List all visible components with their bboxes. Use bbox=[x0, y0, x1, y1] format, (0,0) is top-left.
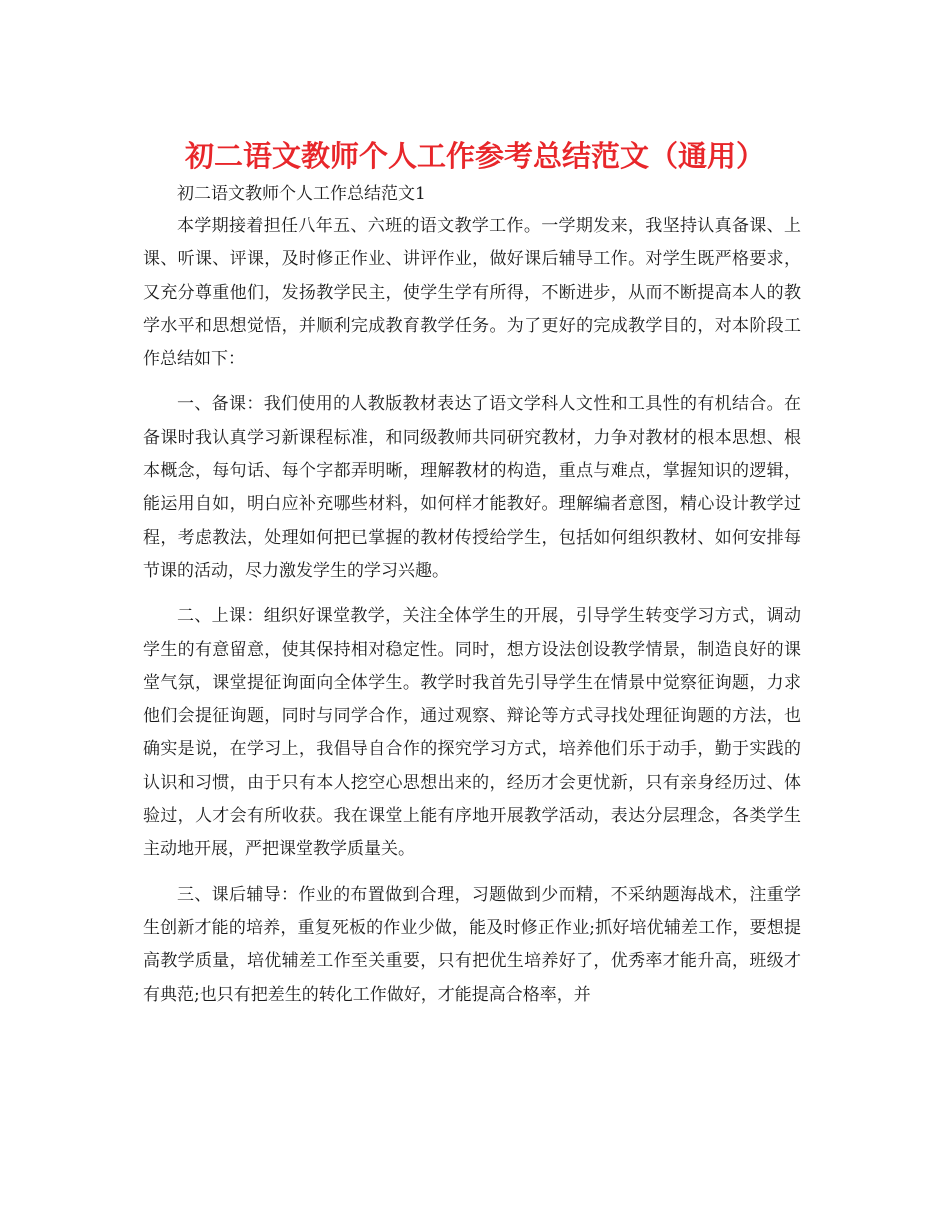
document-body bbox=[143, 210, 801, 1024]
paragraph-intro: 本学期接着担任八年五、六班的语文教学工作。一学期发来，我坚持认真备课、上课、听课、评课，及时修正作业、讲评作业，做好课后辅导工作。对学生既严格要求，又充分尊重他们，发扬教学民主，使学生学有所得，不断进步，从而不断提高本人的教学水平和思想觉悟，并顺利完成教育教学任务。为了更好的完成教学目的，对本阶段工作总结如下： bbox=[143, 216, 801, 370]
paragraph-after-class: 三、课后辅导：作业的布置做到合理，习题做到少而精，不采纳题海战术，注重学生创新才能的培养，重复死板的作业少做，能及时修正作业;抓好培优辅差工作，要想提高教学质量，培优辅差工作至关重要，只有把优生培养好了，优秀率才能升高，班级才有典范;也只有把差生的转化工作做好，才能提高合格率，并 bbox=[143, 884, 801, 1005]
paragraph-lesson-prep: 一、备课：我们使用的人教版教材表达了语文学科人文性和工具性的有机结合。在备课时我认真学习新课程标准，和同级教师共同研究教材，力争对教材的根本思想、根本概念，每句话、每个字都弄明晰，理解教材的构造，重点与难点，掌握知识的逻辑，能运用自如，明白应补充哪些材料，如何样才能教好。理解编者意图，精心设计教学过程，考虑教法，处理如何把已掌握的教材传授给学生，包括如何组织教材、如何安排每节课的活动，尽力激发学生的学习兴趣。 bbox=[143, 394, 801, 581]
document-title: 初二语文教师个人工作参考总结范文（通用） bbox=[184, 139, 765, 173]
paragraph-teaching: 二、上课：组织好课堂教学，关注全体学生的开展，引导学生转变学习方式，调动学生的有意留意，使其保持相对稳定性。同时，想方设法创设教学情景，制造良好的课堂气氛，课堂提征询面向全体学生。教学时我首先引导学生在情景中觉察征询题，力求他们会提征询题，同时与同学合作，通过观察、辩论等方式寻找处理征询题的方法，也确实是说，在学习上，我倡导自合作的探究学习方式，培养他们乐于动手，勤于实践的认识和习惯，由于只有本人挖空心思想出来的，经历才会更忧新，只有亲身经历过、体验过，人才会有所收获。我在课堂上能有序地开展教学活动，表达分层理念，各类学生主动地开展，严把课堂教学质量关。 bbox=[143, 606, 801, 860]
document-subtitle: 初二语文教师个人工作总结范文1 bbox=[177, 184, 426, 204]
